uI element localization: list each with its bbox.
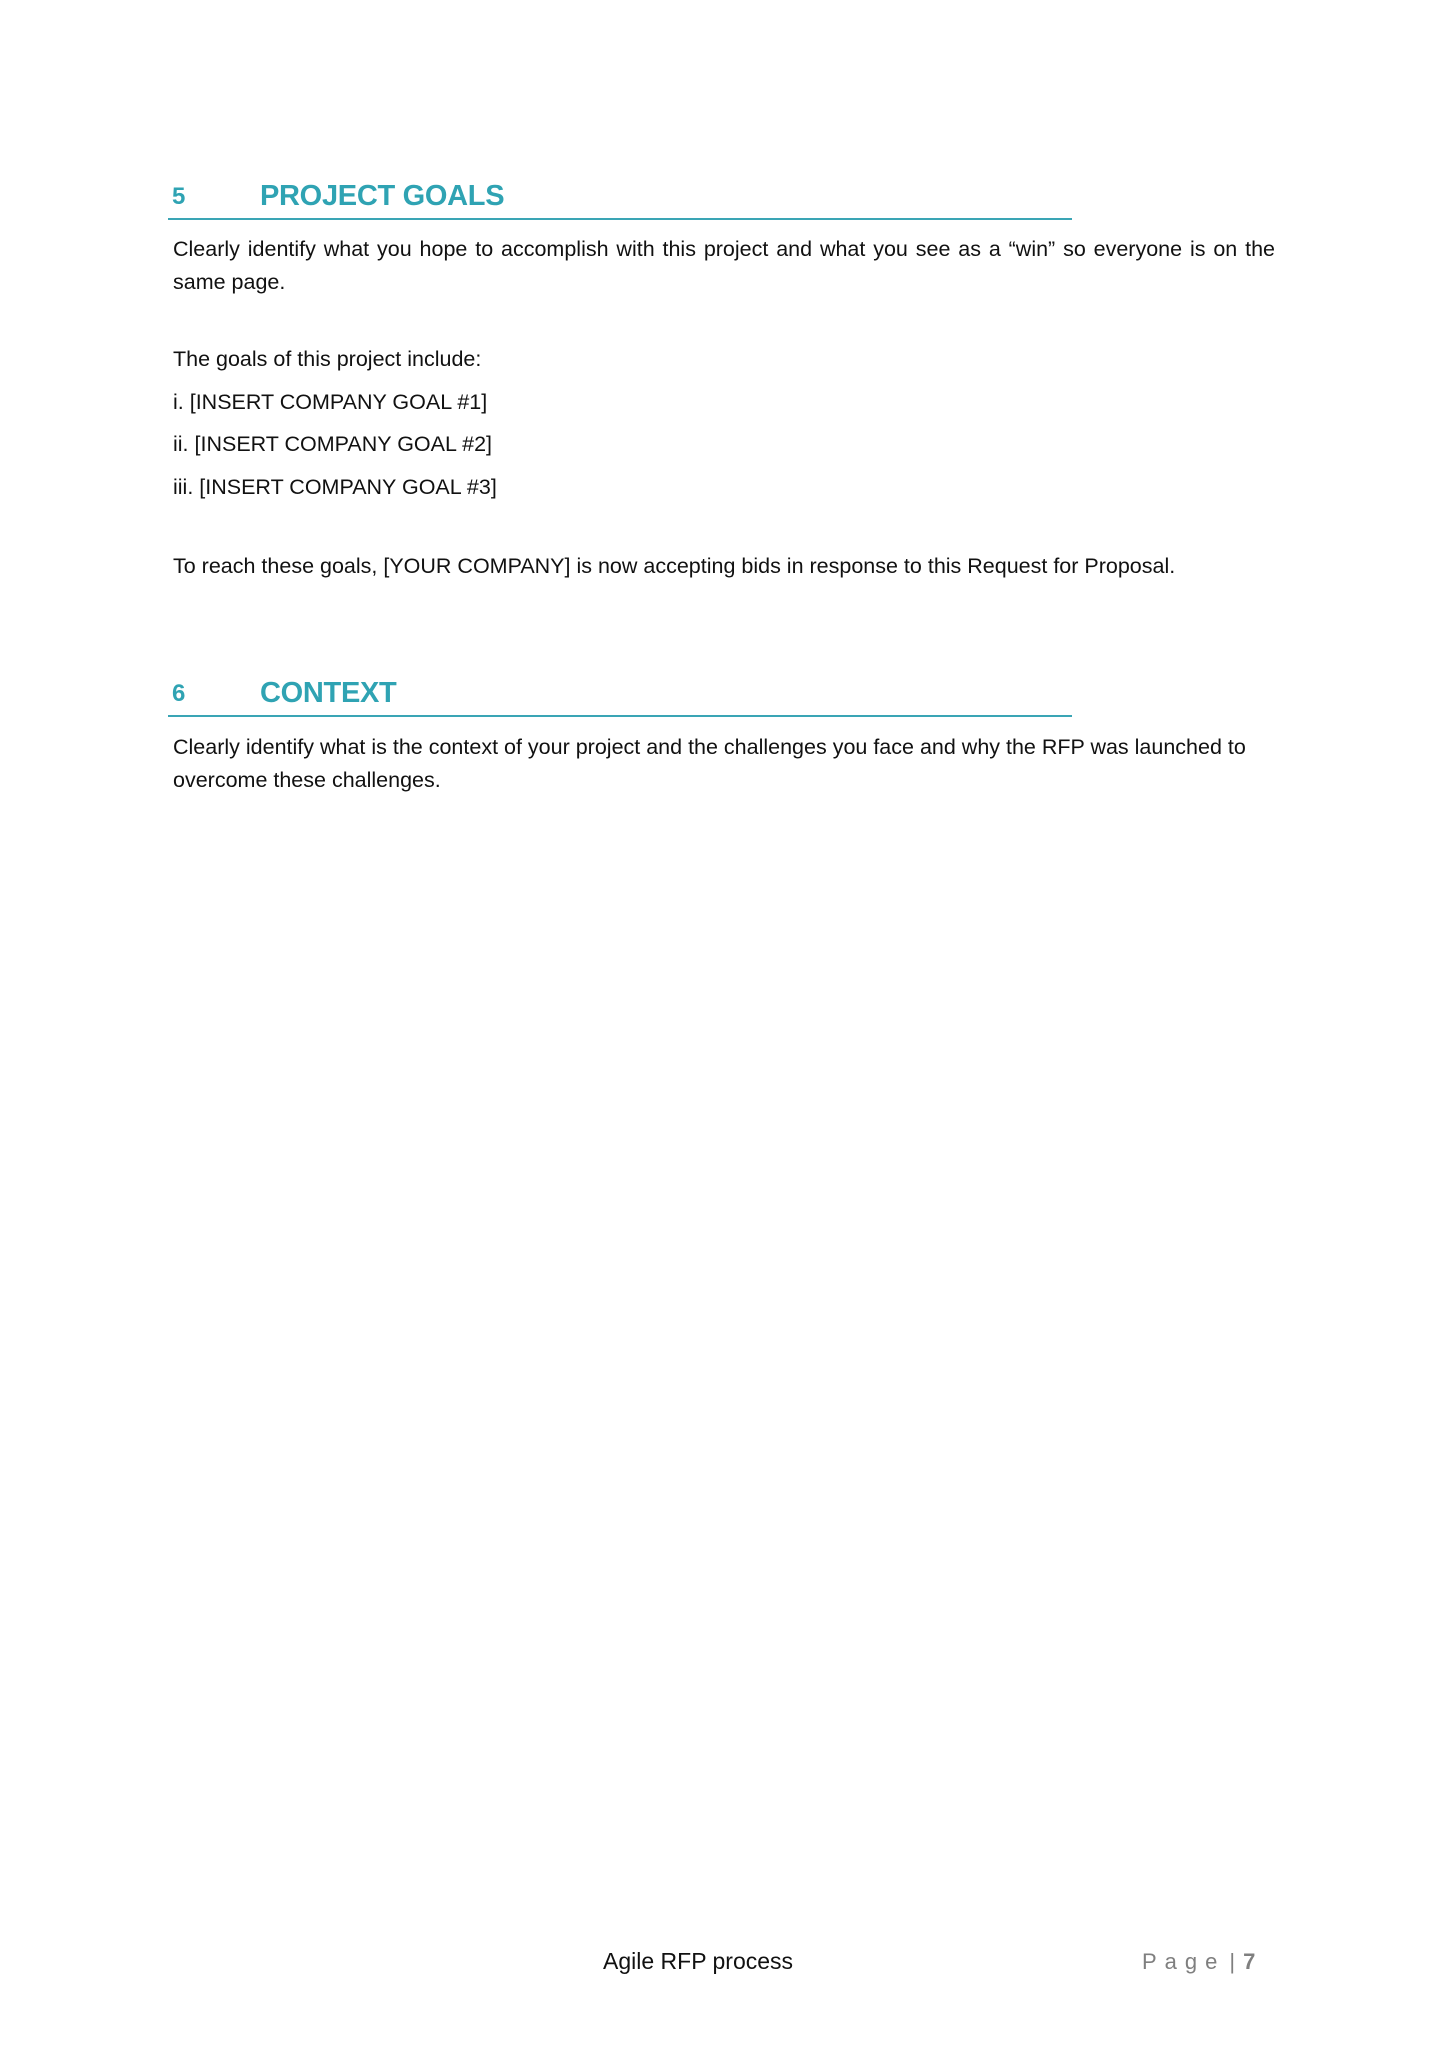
footer-page-indicator xyxy=(1142,1950,1255,1974)
section-number: 5 xyxy=(172,183,186,210)
footer-page-label: Page xyxy=(1142,1949,1226,1974)
section-heading-project-goals xyxy=(168,178,1072,220)
footer-separator: | xyxy=(1229,1949,1236,1974)
project-goals-closing: To reach these goals, [YOUR COMPANY] is now accepting bids in response to this Request for Proposal. xyxy=(173,554,1176,578)
footer-document-title: Agile RFP process xyxy=(603,1948,794,1974)
goal-item-1: i. [INSERT COMPANY GOAL #1] xyxy=(173,390,488,414)
goals-lead-text: The goals of this project include: xyxy=(173,347,482,371)
section-title: CONTEXT xyxy=(260,677,397,709)
footer-page-number: 7 xyxy=(1243,1949,1256,1974)
section-number: 6 xyxy=(172,680,186,707)
section-heading-context xyxy=(168,675,1072,717)
goal-item-2: ii. [INSERT COMPANY GOAL #2] xyxy=(173,432,493,456)
section-title: PROJECT GOALS xyxy=(260,180,505,212)
goal-item-3: iii. [INSERT COMPANY GOAL #3] xyxy=(173,475,497,499)
project-goals-intro: Clearly identify what you hope to accomplish with this project and what you see as a “win” so everyone is on the same page. xyxy=(173,237,1275,294)
context-intro: Clearly identify what is the context of your project and the challenges you face and why the RFP was launched to overcome these challenges. xyxy=(173,735,1246,792)
